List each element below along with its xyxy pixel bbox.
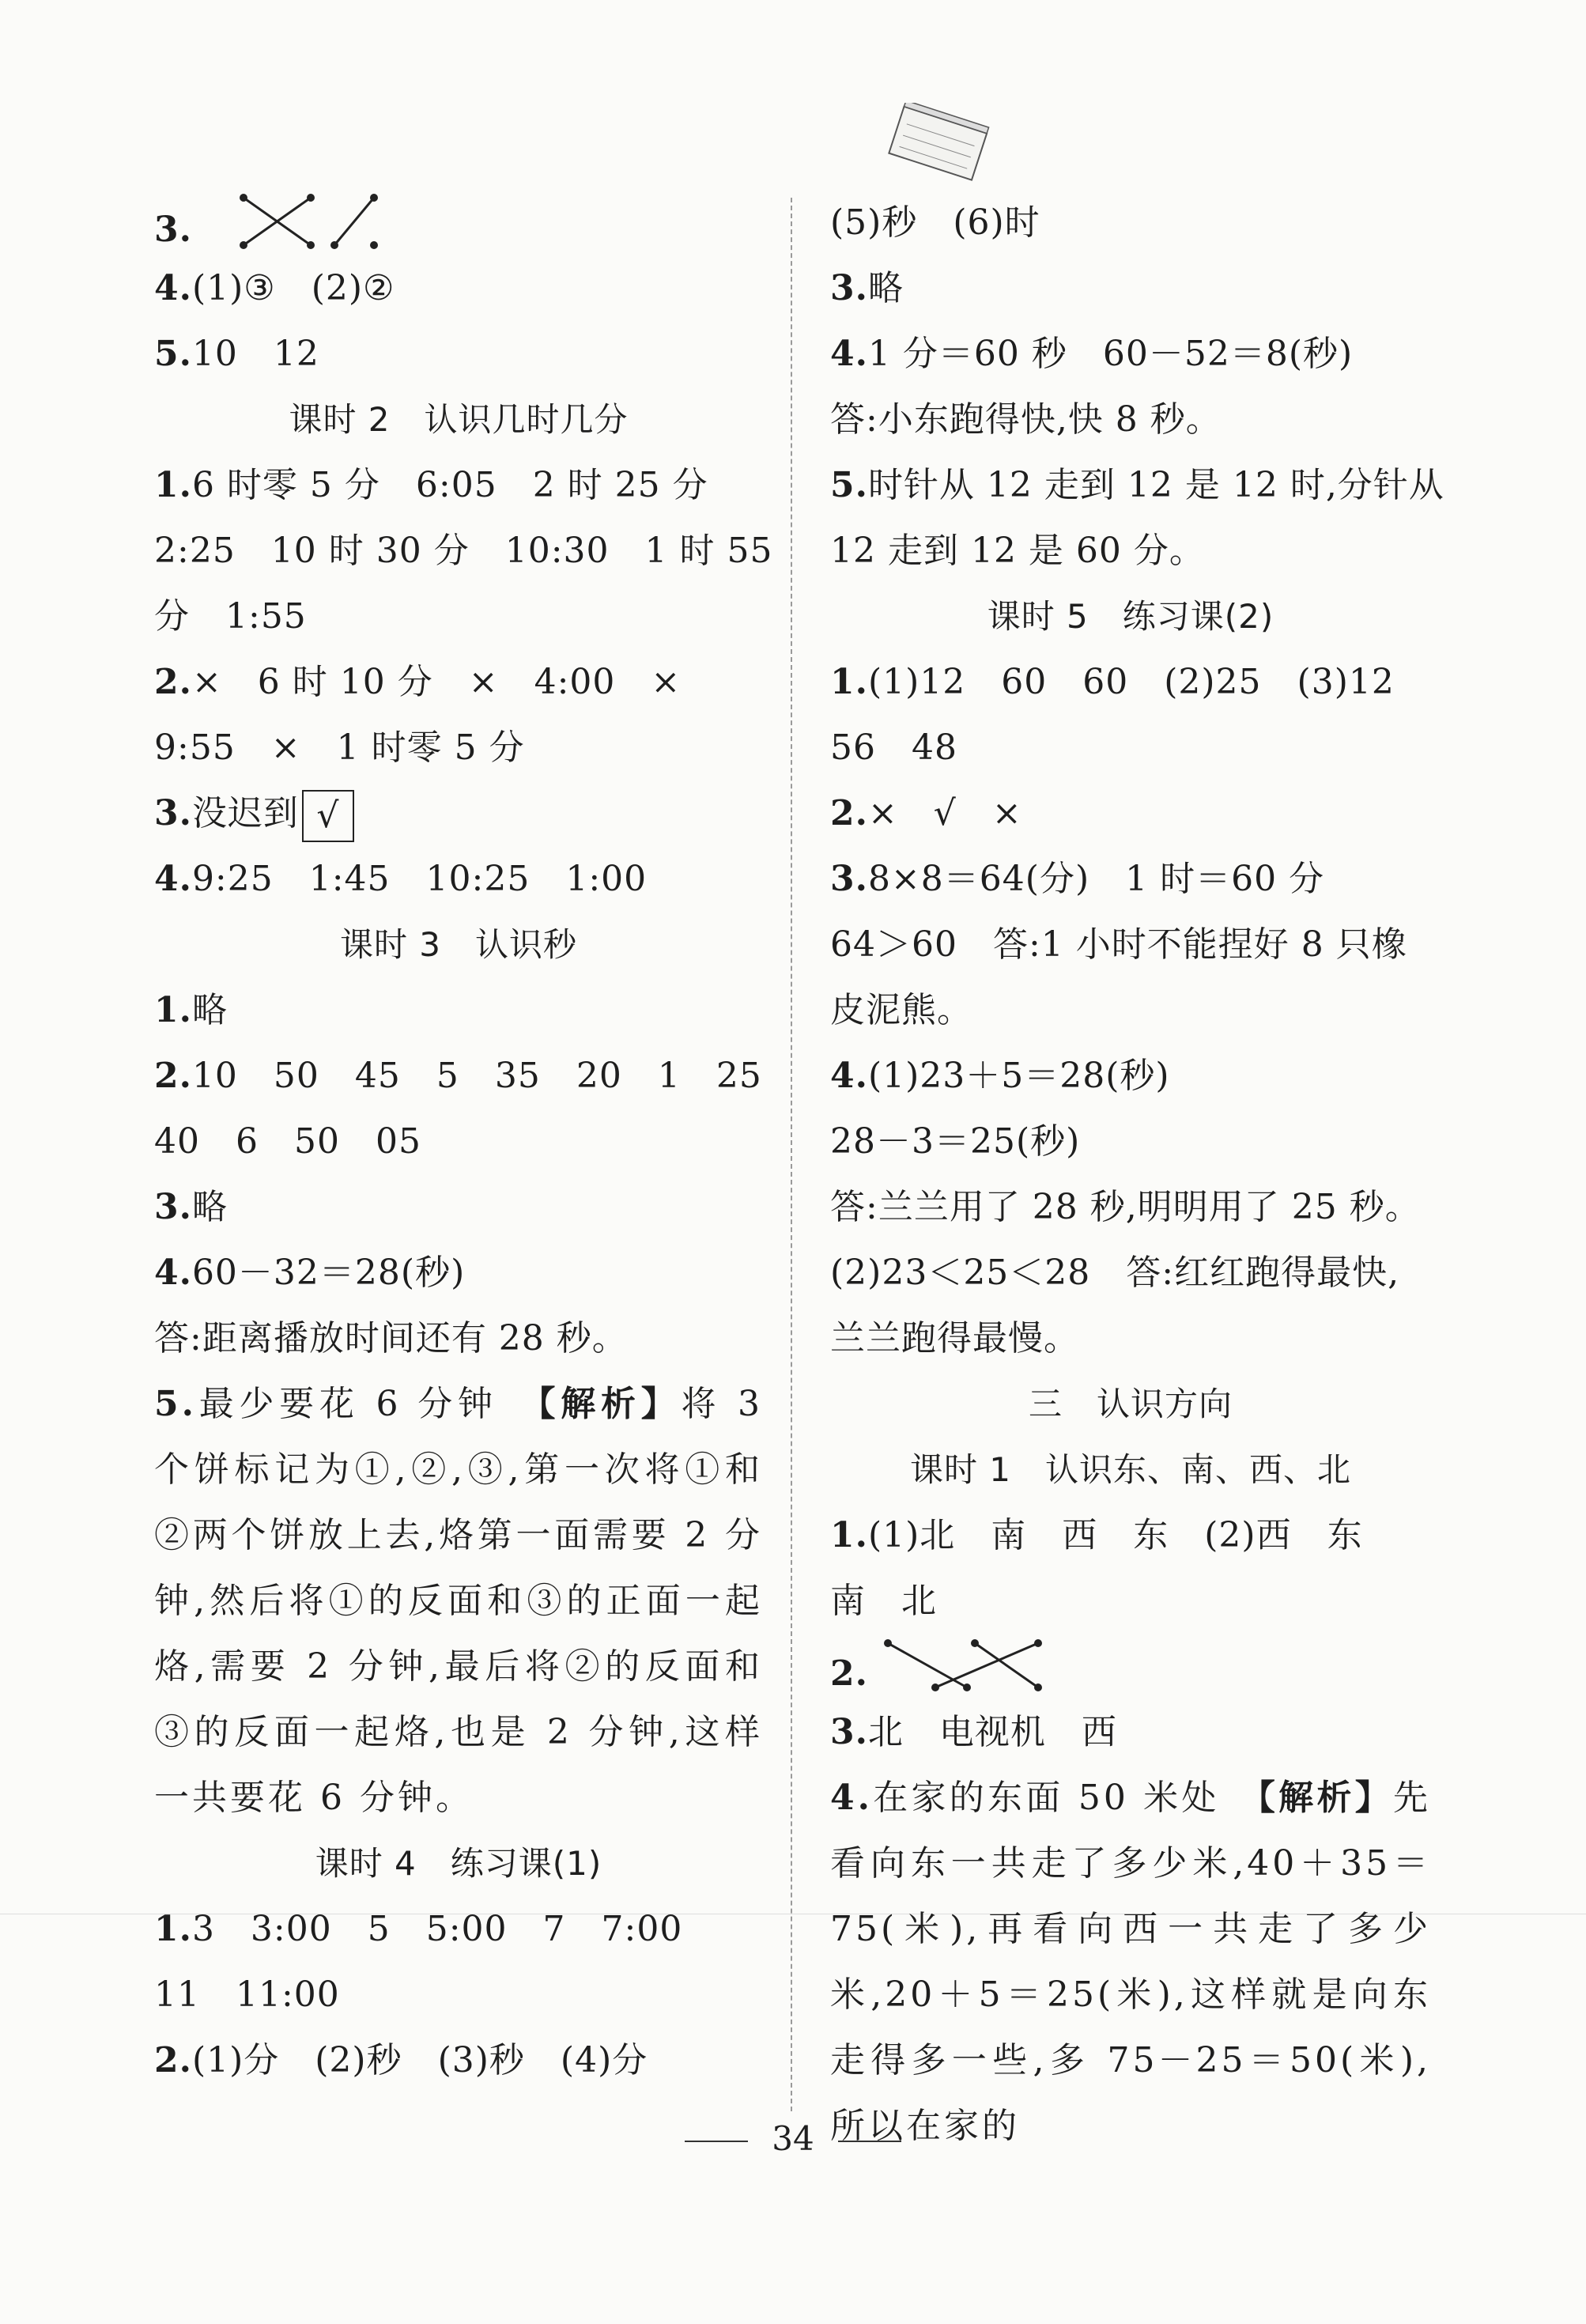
answer-line: 4.(1)③ (2)② — [154, 268, 395, 308]
right-column — [830, 190, 1444, 2159]
answer-line: 4.1 分＝60 秒 60－52＝8(秒) — [830, 334, 1354, 374]
answer-line: 2.× 6 时 10 分 × 4:00 × — [154, 662, 682, 702]
section-heading: 课时 4 练习课(1) — [315, 1844, 602, 1883]
answer-line: 3.略 — [830, 268, 904, 308]
answer-line: 2:25 10 时 30 分 10:30 1 时 55 — [154, 531, 773, 571]
answer-line: 3. — [154, 190, 763, 255]
answer-line: 4.9:25 1:45 10:25 1:00 — [154, 859, 648, 899]
answer-line: 11 11:00 — [154, 1974, 340, 2015]
answer-line: 1.(1)北 南 西 东 (2)西 东 — [830, 1515, 1363, 1555]
left-column — [154, 190, 773, 2093]
answer-line: 40 6 50 05 — [154, 1121, 421, 1162]
answer-line: 2.(1)分 (2)秒 (3)秒 (4)分 — [154, 2040, 648, 2080]
answer-line: 2.10 50 45 5 35 20 1 25 — [154, 1056, 762, 1096]
answer-line: 1.略 — [154, 990, 228, 1030]
answer-line: 28－3＝25(秒) — [830, 1121, 1081, 1162]
answer-line: 5.时针从 12 走到 12 是 12 时,分针从 — [830, 465, 1444, 505]
answer-line: 3.略 — [154, 1187, 228, 1227]
answer-line: 答:兰兰用了 28 秒,明明用了 25 秒。 — [830, 1187, 1421, 1227]
answer-line: 1.3 3:00 5 5:00 7 7:00 — [154, 1909, 683, 1949]
answer-line: 64＞60 答:1 小时不能捏好 8 只橡 — [830, 924, 1407, 965]
answer-line: 兰兰跑得最慢。 — [830, 1318, 1079, 1359]
answer-line: 2.× √ × — [830, 793, 1022, 833]
unit-heading: 三 认识方向 — [1028, 1385, 1233, 1423]
watermark-stamp — [878, 103, 996, 190]
answer-line: 9:55 × 1 时零 5 分 — [154, 727, 525, 768]
answer-line: 4.60－32＝28(秒) — [154, 1253, 466, 1293]
explanation-paragraph: 4.在家的东面 50 米处 【解析】先看向东一共走了多少米,40＋35＝75(米),再看向西一共走了多少米,20＋5＝25(米),这样就是向东走得多一些,多 75－25＝50(米),所以在家的 — [830, 1778, 1431, 2146]
answer-line: 分 1:55 — [154, 596, 307, 637]
section-heading: 课时 1 认识东、南、西、北 — [909, 1450, 1352, 1489]
explanation-paragraph: 5.最少要花 6 分钟 【解析】将 3 个饼标记为①,②,③,第一次将①和②两个饼放上去,烙第一面需要 2 分钟,然后将①的反面和③的正面一起烙,需要 2 分钟,最后将②的反面和③的反面一起烙,也是 2 分钟,这样一共要花 6 分钟。 — [154, 1384, 764, 1818]
answer-line: 4.(1)23＋5＝28(秒) — [830, 1056, 1170, 1096]
answer-line: 答:距离播放时间还有 28 秒。 — [154, 1318, 628, 1359]
answer-line: 3.北 电视机 西 — [830, 1712, 1117, 1752]
column-divider — [791, 198, 792, 2111]
answer-line: 答:小东跑得快,快 8 秒。 — [830, 399, 1222, 440]
section-heading: 课时 5 练习课(2) — [987, 597, 1274, 636]
page-number: 34 — [0, 2119, 1586, 2158]
answer-line: 3.8×8＝64(分) 1 时＝60 分 — [830, 859, 1325, 899]
answer-line: (2)23＜25＜28 答:红红跑得最快, — [830, 1253, 1400, 1293]
answer-line: 1.(1)12 60 60 (2)25 (3)12 — [830, 662, 1395, 702]
answer-line: 皮泥熊。 — [830, 990, 972, 1030]
page-number-dash-left — [685, 2141, 748, 2142]
answer-line: 12 走到 12 是 60 分。 — [830, 531, 1205, 571]
answer-line: 2. — [830, 1634, 1431, 1699]
answer-line: 南 北 — [830, 1581, 937, 1621]
section-heading: 课时 3 认识秒 — [339, 925, 578, 964]
answer-line: 3.没迟到 √ — [154, 780, 763, 846]
answer-line: 5.10 12 — [154, 334, 319, 374]
section-heading: 课时 2 认识几时几分 — [289, 400, 629, 439]
page-number-dash-right — [838, 2141, 901, 2142]
answer-line: 1.6 时零 5 分 6:05 2 时 25 分 — [154, 465, 708, 505]
answer-line: 56 48 — [830, 727, 957, 768]
checkmark-box: √ — [302, 790, 354, 842]
answer-line: (5)秒 (6)时 — [830, 202, 1040, 243]
